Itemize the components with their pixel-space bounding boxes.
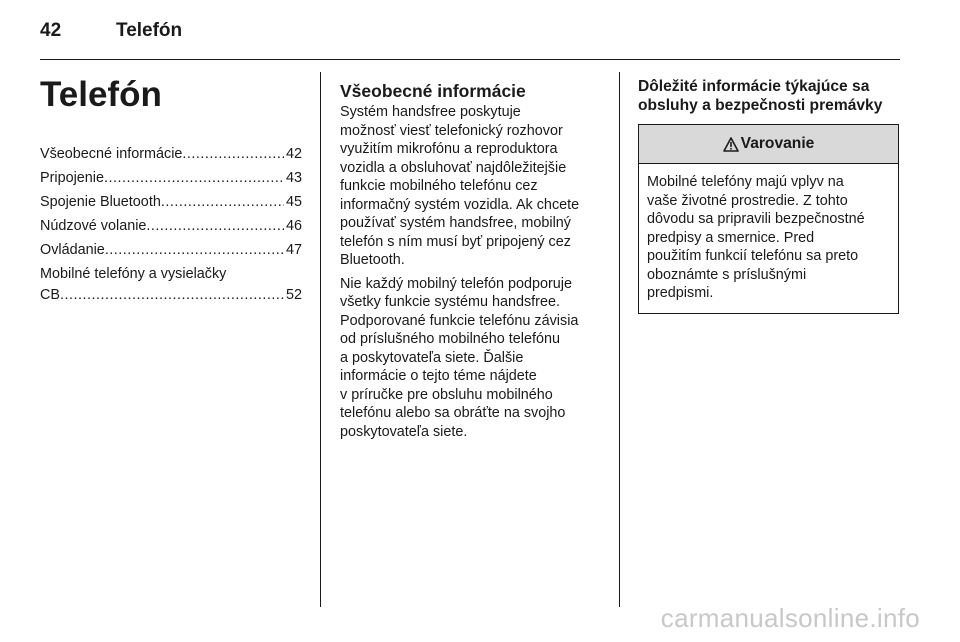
- toc-entry-text: Všeobecné informácie: [40, 146, 183, 162]
- column-divider-2: [619, 72, 620, 607]
- general-info-heading: Všeobecné informácie: [340, 81, 526, 101]
- chapter-column: [40, 74, 302, 309]
- toc-leader: [146, 216, 284, 237]
- section-title: Telefón: [116, 20, 183, 41]
- toc-entry-text: Ovládanie: [40, 242, 105, 258]
- toc-entry-text: Núdzové volanie: [40, 218, 147, 234]
- toc-leader: [105, 240, 284, 261]
- warning-label: Varovanie: [740, 135, 815, 152]
- toc-entry-text-line2: CB: [40, 287, 60, 303]
- table-of-contents: [40, 144, 302, 306]
- watermark: carmanualsonline.info: [660, 603, 920, 633]
- toc-entry-page: 42: [285, 146, 302, 162]
- toc-leader: [182, 144, 284, 165]
- warning-triangle-icon: [723, 137, 739, 152]
- general-info-paragraph-1: Systém handsfree poskytuje možnosť viesť telefonický rozhovor využitím mikrofónu a reproduktora vozidla a obsluhovať najdôležitejšie funkcie mobilného telefónu cez informačný systém vozidla. Ak chcete používať systém handsfree, mobilný telefón s ním musí byť pripojený cez Bluetooth.: [340, 104, 580, 268]
- toc-entry-text: Pripojenie: [40, 170, 104, 186]
- general-info-column: [340, 80, 605, 446]
- toc-leader: [161, 192, 284, 213]
- safety-column: [638, 78, 900, 314]
- toc-entry-page: 52: [285, 287, 302, 303]
- toc-entry-text: Mobilné telefóny a vysielačky: [40, 266, 227, 282]
- general-info-paragraph-2: Nie každý mobilný telefón podporuje všetky funkcie systému handsfree. Podporované funkcie telefónu závisia od príslušného mobilného telefónu a poskytovateľa siete. Ďalšie informácie o tejto téme nájdete v príručke pre obsluhu mobilného telefónu alebo sa obráťte na svojho poskytovateľa siete.: [340, 275, 579, 440]
- column-divider-1: [320, 72, 321, 607]
- toc-entry-page: 43: [285, 170, 302, 186]
- toc-entry-connection[interactable]: [40, 168, 302, 189]
- page-number: 42: [40, 20, 62, 41]
- warning-text: Mobilné telefóny majú vplyv na vaše životné prostredie. Z tohto dôvodu sa pripravili bezpečnostné predpisy a smernice. Pred použitím funkcií telefónu sa preto oboznámte s príslušnými predpismi.: [647, 174, 865, 301]
- toc-entry-bluetooth[interactable]: [40, 192, 302, 213]
- toc-entry-mobile-cb[interactable]: [40, 264, 302, 306]
- toc-entry-general[interactable]: [40, 144, 302, 165]
- toc-entry-emergency[interactable]: [40, 216, 302, 237]
- toc-leader: [60, 285, 284, 306]
- warning-header: [639, 125, 898, 164]
- toc-entry-page: 47: [285, 242, 302, 258]
- warning-box: [638, 124, 899, 314]
- safety-heading: Dôležité informácie týkajúce sa obsluhy a bezpečnosti premávky: [638, 78, 883, 114]
- toc-entry-page: 46: [285, 218, 302, 234]
- chapter-title: Telefón: [40, 75, 162, 114]
- toc-entry-text: Spojenie Bluetooth: [40, 194, 161, 210]
- toc-entry-operation[interactable]: [40, 240, 302, 261]
- toc-leader: [104, 168, 284, 189]
- toc-entry-page: 45: [285, 194, 302, 210]
- header-rule: [40, 59, 900, 60]
